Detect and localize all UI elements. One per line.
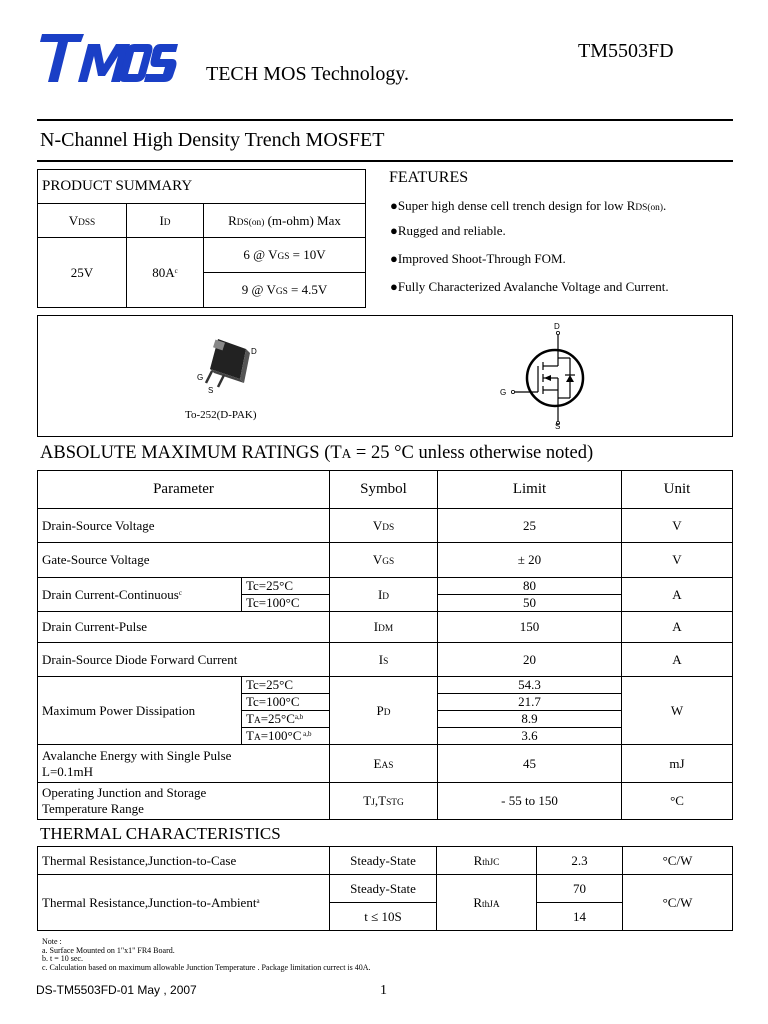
- thermal-heading: THERMAL CHARACTERISTICS: [40, 824, 281, 843]
- col-vdss: VDSS: [38, 204, 127, 238]
- table-row: Operating Junction and Storage Temperature Range TJ,TSTG - 55 to 150 °C: [38, 783, 733, 820]
- sym-pin-g: G: [500, 388, 507, 397]
- footer-doc-id: DS-TM5503FD-01 May , 2007: [36, 983, 197, 997]
- package-box: [37, 315, 733, 437]
- vdss-value: 25V: [38, 238, 127, 308]
- pkg-pin-s: S: [208, 386, 214, 395]
- document-title: N-Channel High Density Trench MOSFET: [40, 129, 385, 151]
- amr-heading: ABSOLUTE MAXIMUM RATINGS (TA = 25 °C unless otherwise noted): [40, 443, 594, 463]
- amr-header-parameter: Parameter: [38, 471, 330, 509]
- tmos-logo: [38, 30, 178, 88]
- note-c: c. Calculation based on maximum allowable Junction Temperature . Package limitation currect is 40A.: [42, 962, 371, 972]
- header-rule-top: [37, 119, 733, 121]
- dpak-package-icon: [190, 335, 270, 400]
- note-label: Note :: [42, 937, 62, 946]
- table-row: Avalanche Energy with Single Pulse L=0.1mH EAS 45 mJ: [38, 745, 733, 783]
- amr-table: Parameter Symbol Limit Unit Drain-Source Voltage VDS 25 V Gate-Source Voltage VGS ± 20 V Drain Current-Continuous$^c$ Tc=25°C ID 80 A Tc=100°C 50 Drain Current-Pulse IDM 150 A Drain-Source Diode Forward Current IS 20 A Maximum Power Dissipation Tc=25°C PD 54.3 W Tc=100°C 21.7 $TA=25^\circ C^{a,b}$ 8.9 TA=100°C $^{a,b}$ 3.6 Avalanche Energy with Single Pulse L=0.1mH EAS 45 mJ Operating Junction and Storage Temperature Range TJ,TSTG - 55 to 150 °C: [37, 470, 733, 820]
- feature-2: ●Rugged and reliable.: [390, 223, 506, 238]
- table-row: Thermal Resistance,Junction-to-Ambient$^a$ Steady-State RthJA 70 °C/W: [38, 875, 733, 903]
- amr-header-unit: Unit: [622, 471, 733, 509]
- amr-header-limit: Limit: [438, 471, 622, 509]
- table-row: Thermal Resistance,Junction-to-Case Steady-State RthJC 2.3 °C/W: [38, 847, 733, 875]
- col-rds: RDS(on) (m-ohm) Max: [204, 204, 366, 238]
- product-summary-table: [37, 169, 366, 308]
- thermal-table: Thermal Resistance,Junction-to-Case Steady-State RthJC 2.3 °C/W Thermal Resistance,Junction-to-Ambient$^a$ Steady-State RthJA 70 °C/W t ≤ 10S 14: [37, 846, 733, 931]
- feature-4: ●Fully Characterized Avalanche Voltage and Current.: [390, 279, 669, 294]
- mosfet-symbol-icon: [500, 330, 600, 430]
- pkg-pin-g: G: [197, 373, 204, 382]
- table-row: Maximum Power Dissipation Tc=25°C PD 54.3 W: [38, 677, 733, 694]
- package-caption: To-252(D-PAK): [185, 409, 257, 421]
- note-b: b. t = 10 sec.: [42, 954, 83, 963]
- table-row: Drain-Source Voltage VDS 25 V: [38, 509, 733, 543]
- note-a: a. Surface Mounted on 1"x1" FR4 Board.: [42, 945, 175, 955]
- table-row: Drain-Source Diode Forward Current IS 20 A: [38, 643, 733, 677]
- col-id: ID: [127, 204, 204, 238]
- features-heading: FEATURES: [389, 169, 469, 186]
- amr-header-symbol: Symbol: [330, 471, 438, 509]
- rds-value-4v5: 9 @ VGS = 4.5V: [204, 273, 366, 308]
- page-number: 1: [380, 983, 387, 998]
- feature-1: ●Super high dense cell trench design for low RDS(on).: [390, 198, 667, 213]
- notes-block: [42, 938, 371, 972]
- table-row: Drain Current-Continuous$^c$ Tc=25°C ID 80 A: [38, 578, 733, 595]
- feature-3: ●Improved Shoot-Through FOM.: [390, 251, 566, 266]
- sym-pin-s: S: [555, 422, 561, 431]
- rds-value-10v: 6 @ VGS = 10V: [204, 238, 366, 273]
- table-row: Gate-Source Voltage VGS ± 20 V: [38, 543, 733, 578]
- id-value: $80A^c$: [127, 238, 204, 308]
- company-name: TECH MOS Technology.: [206, 63, 410, 85]
- product-summary-heading: PRODUCT SUMMARY: [38, 170, 366, 204]
- pkg-pin-d: D: [251, 347, 257, 356]
- part-number: TM5503FD: [578, 40, 674, 62]
- sym-pin-d: D: [554, 322, 560, 331]
- header-rule-bottom: [37, 160, 733, 162]
- table-row: Drain Current-Pulse IDM 150 A: [38, 612, 733, 643]
